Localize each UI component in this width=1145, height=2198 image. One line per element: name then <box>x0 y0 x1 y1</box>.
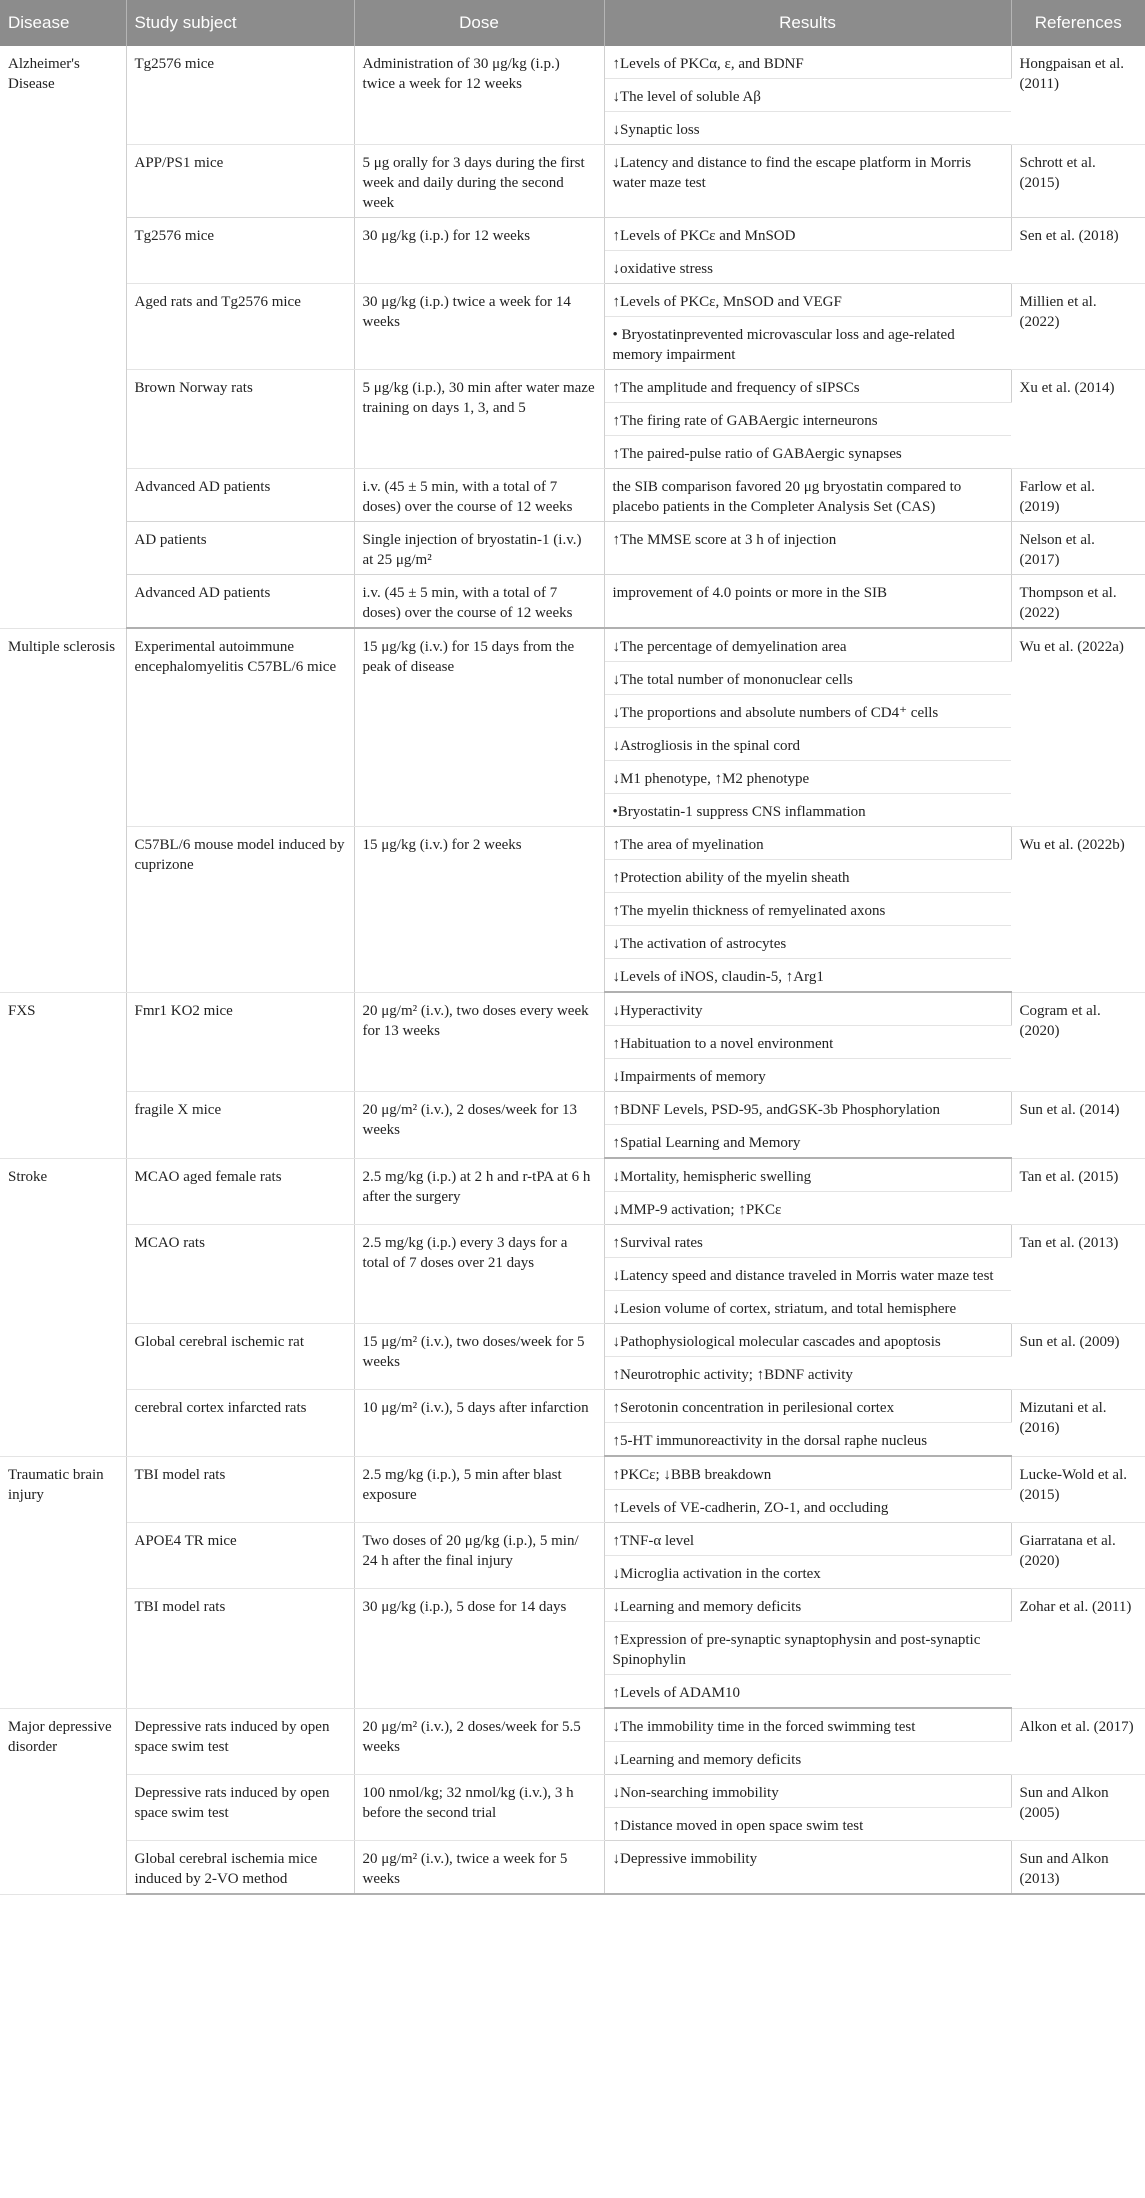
disease-cell: Multiple sclerosis <box>0 628 126 992</box>
dose-cell: 2.5 mg/kg (i.p.) every 3 days for a total of 7 doses over 21 days <box>354 1225 604 1324</box>
study-subject-cell: MCAO aged female rats <box>126 1158 354 1225</box>
table-row <box>0 145 1145 218</box>
result-cell: ↑The area of myelination <box>604 827 1011 860</box>
dose-cell: 15 μg/kg (i.v.) for 2 weeks <box>354 827 604 993</box>
result-cell: ↑The paired-pulse ratio of GABAergic synapses <box>604 436 1011 469</box>
table-row <box>0 469 1145 522</box>
table-row <box>0 218 1145 251</box>
result-cell: ↑The firing rate of GABAergic interneurons <box>604 403 1011 436</box>
table-header <box>0 0 1145 46</box>
result-cell: ↑Levels of ADAM10 <box>604 1675 1011 1709</box>
reference-cell: Alkon et al. (2017) <box>1011 1708 1145 1775</box>
study-subject-cell: MCAO rats <box>126 1225 354 1324</box>
reference-cell: Mizutani et al. (2016) <box>1011 1390 1145 1457</box>
disease-cell: Major depressive disorder <box>0 1708 126 1894</box>
result-cell: ↑The amplitude and frequency of sIPSCs <box>604 370 1011 403</box>
table-row <box>0 628 1145 662</box>
study-subject-cell: AD patients <box>126 522 354 575</box>
table-row <box>0 1324 1145 1357</box>
dose-cell: 100 nmol/kg; 32 nmol/kg (i.v.), 3 h before the second trial <box>354 1775 604 1841</box>
disease-cell: FXS <box>0 992 126 1158</box>
result-cell: ↓The total number of mononuclear cells <box>604 662 1011 695</box>
study-subject-cell: Experimental autoimmune encephalomyelitis C57BL/6 mice <box>126 628 354 827</box>
result-cell: ↓Latency speed and distance traveled in Morris water maze test <box>604 1258 1011 1291</box>
result-cell: ↓M1 phenotype, ↑M2 phenotype <box>604 761 1011 794</box>
study-subject-cell: Advanced AD patients <box>126 575 354 629</box>
disease-cell: Alzheimer's Disease <box>0 46 126 628</box>
reference-cell: Schrott et al. (2015) <box>1011 145 1145 218</box>
reference-cell: Millien et al. (2022) <box>1011 284 1145 370</box>
result-cell: ↓Latency and distance to find the escape platform in Morris water maze test <box>604 145 1011 218</box>
result-cell: the SIB comparison favored 20 μg bryostatin compared to placebo patients in the Completer Analysis Set (CAS) <box>604 469 1011 522</box>
result-cell: ↓MMP-9 activation; ↑PKCε <box>604 1192 1011 1225</box>
result-cell: ↑Protection ability of the myelin sheath <box>604 860 1011 893</box>
table-row <box>0 370 1145 403</box>
table-row <box>0 46 1145 79</box>
result-cell: ↓Learning and memory deficits <box>604 1742 1011 1775</box>
table-row <box>0 1456 1145 1490</box>
table-row <box>0 1225 1145 1258</box>
dose-cell: 30 μg/kg (i.p.) for 12 weeks <box>354 218 604 284</box>
study-subject-cell: TBI model rats <box>126 1456 354 1523</box>
result-cell: ↓Hyperactivity <box>604 992 1011 1026</box>
dose-cell: 5 μg/kg (i.p.), 30 min after water maze training on days 1, 3, and 5 <box>354 370 604 469</box>
dose-cell: 20 μg/m² (i.v.), 2 doses/week for 13 weeks <box>354 1092 604 1159</box>
result-cell: ↑Levels of VE-cadherin, ZO-1, and occluding <box>604 1490 1011 1523</box>
study-subject-cell: Tg2576 mice <box>126 218 354 284</box>
result-cell: ↓The activation of astrocytes <box>604 926 1011 959</box>
table-row <box>0 1589 1145 1622</box>
reference-cell: Sun et al. (2014) <box>1011 1092 1145 1159</box>
reference-cell: Thompson et al. (2022) <box>1011 575 1145 629</box>
result-cell: ↑Habituation to a novel environment <box>604 1026 1011 1059</box>
result-cell: ↑Serotonin concentration in perilesional cortex <box>604 1390 1011 1423</box>
table-row <box>0 284 1145 317</box>
reference-cell: Sun et al. (2009) <box>1011 1324 1145 1390</box>
study-subject-cell: Global cerebral ischemic rat <box>126 1324 354 1390</box>
result-cell: ↑The myelin thickness of remyelinated axons <box>604 893 1011 926</box>
result-cell: ↑Expression of pre-synaptic synaptophysin and post-synaptic Spinophylin <box>604 1622 1011 1675</box>
table-row <box>0 1523 1145 1556</box>
reference-cell: Lucke-Wold et al. (2015) <box>1011 1456 1145 1523</box>
study-subject-cell: Advanced AD patients <box>126 469 354 522</box>
result-cell: ↓Depressive immobility <box>604 1841 1011 1895</box>
reference-cell: Tan et al. (2013) <box>1011 1225 1145 1324</box>
study-subject-cell: fragile X mice <box>126 1092 354 1159</box>
table-row <box>0 1158 1145 1192</box>
result-cell: ↓Lesion volume of cortex, striatum, and total hemisphere <box>604 1291 1011 1324</box>
result-cell: ↓Levels of iNOS, claudin-5, ↑Arg1 <box>604 959 1011 993</box>
table-row <box>0 575 1145 629</box>
dose-cell: Single injection of bryostatin-1 (i.v.) at 25 μg/m² <box>354 522 604 575</box>
dose-cell: 5 μg orally for 3 days during the first week and daily during the second week <box>354 145 604 218</box>
dose-cell: 15 μg/kg (i.v.) for 15 days from the peak of disease <box>354 628 604 827</box>
table-body <box>0 46 1145 1894</box>
disease-cell: Traumatic brain injury <box>0 1456 126 1708</box>
result-cell: • Bryostatinprevented microvascular loss and age-related memory impairment <box>604 317 1011 370</box>
result-cell: •Bryostatin-1 suppress CNS inflammation <box>604 794 1011 827</box>
study-subject-cell: Fmr1 KO2 mice <box>126 992 354 1092</box>
result-cell: ↑5-HT immunoreactivity in the dorsal raphe nucleus <box>604 1423 1011 1457</box>
result-cell: ↓oxidative stress <box>604 251 1011 284</box>
result-cell: ↑The MMSE score at 3 h of injection <box>604 522 1011 575</box>
table-row <box>0 827 1145 860</box>
disease-cell: Stroke <box>0 1158 126 1456</box>
study-subject-cell: APOE4 TR mice <box>126 1523 354 1589</box>
result-cell: ↓The level of soluble Aβ <box>604 79 1011 112</box>
reference-cell: Sun and Alkon (2005) <box>1011 1775 1145 1841</box>
reference-cell: Giarratana et al. (2020) <box>1011 1523 1145 1589</box>
dose-cell: Administration of 30 μg/kg (i.p.) twice a week for 12 weeks <box>354 46 604 145</box>
result-cell: ↓Synaptic loss <box>604 112 1011 145</box>
dose-cell: i.v. (45 ± 5 min, with a total of 7 doses) over the course of 12 weeks <box>354 575 604 629</box>
study-subject-cell: Depressive rats induced by open space swim test <box>126 1775 354 1841</box>
study-subject-cell: Global cerebral ischemia mice induced by 2-VO method <box>126 1841 354 1895</box>
study-subject-cell: Tg2576 mice <box>126 46 354 145</box>
table-row <box>0 1092 1145 1125</box>
result-cell: improvement of 4.0 points or more in the SIB <box>604 575 1011 629</box>
dose-cell: 20 μg/m² (i.v.), two doses every week for 13 weeks <box>354 992 604 1092</box>
reference-cell: Sen et al. (2018) <box>1011 218 1145 284</box>
reference-cell: Farlow et al. (2019) <box>1011 469 1145 522</box>
study-subject-cell: C57BL/6 mouse model induced by cuprizone <box>126 827 354 993</box>
reference-cell: Sun and Alkon (2013) <box>1011 1841 1145 1895</box>
study-subject-cell: cerebral cortex infarcted rats <box>126 1390 354 1457</box>
result-cell: ↑Survival rates <box>604 1225 1011 1258</box>
reference-cell: Nelson et al. (2017) <box>1011 522 1145 575</box>
dose-cell: 2.5 mg/kg (i.p.) at 2 h and r-tPA at 6 h after the surgery <box>354 1158 604 1225</box>
dose-cell: 30 μg/kg (i.p.), 5 dose for 14 days <box>354 1589 604 1709</box>
dose-cell: 20 μg/m² (i.v.), twice a week for 5 weeks <box>354 1841 604 1895</box>
study-subject-cell: Brown Norway rats <box>126 370 354 469</box>
result-cell: ↓Pathophysiological molecular cascades and apoptosis <box>604 1324 1011 1357</box>
reference-cell: Zohar et al. (2011) <box>1011 1589 1145 1709</box>
result-cell: ↑Levels of PKCε, MnSOD and VEGF <box>604 284 1011 317</box>
reference-cell: Xu et al. (2014) <box>1011 370 1145 469</box>
result-cell: ↓Mortality, hemispheric swelling <box>604 1158 1011 1192</box>
study-subject-cell: Depressive rats induced by open space swim test <box>126 1708 354 1775</box>
result-cell: ↓Impairments of memory <box>604 1059 1011 1092</box>
header-references: References <box>1011 0 1145 46</box>
result-cell: ↑Spatial Learning and Memory <box>604 1125 1011 1159</box>
result-cell: ↓The immobility time in the forced swimming test <box>604 1708 1011 1742</box>
result-cell: ↑TNF-α level <box>604 1523 1011 1556</box>
result-cell: ↓Astrogliosis in the spinal cord <box>604 728 1011 761</box>
header-results: Results <box>604 0 1011 46</box>
table-row <box>0 1775 1145 1808</box>
result-cell: ↑Levels of PKCα, ε, and BDNF <box>604 46 1011 79</box>
result-cell: ↑Neurotrophic activity; ↑BDNF activity <box>604 1357 1011 1390</box>
result-cell: ↑BDNF Levels, PSD-95, andGSK-3b Phosphorylation <box>604 1092 1011 1125</box>
result-cell: ↑Levels of PKCε and MnSOD <box>604 218 1011 251</box>
reference-cell: Tan et al. (2015) <box>1011 1158 1145 1225</box>
dose-cell: i.v. (45 ± 5 min, with a total of 7 doses) over the course of 12 weeks <box>354 469 604 522</box>
study-subject-cell: APP/PS1 mice <box>126 145 354 218</box>
study-subject-cell: Aged rats and Tg2576 mice <box>126 284 354 370</box>
header-dose: Dose <box>354 0 604 46</box>
header-study-subject: Study subject <box>126 0 354 46</box>
dose-cell: 15 μg/m² (i.v.), two doses/week for 5 weeks <box>354 1324 604 1390</box>
result-cell: ↓Non-searching immobility <box>604 1775 1011 1808</box>
table-row <box>0 992 1145 1026</box>
study-subject-cell: TBI model rats <box>126 1589 354 1709</box>
reference-cell: Wu et al. (2022a) <box>1011 628 1145 827</box>
table-row <box>0 1708 1145 1742</box>
result-cell: ↑Distance moved in open space swim test <box>604 1808 1011 1841</box>
dose-cell: Two doses of 20 μg/kg (i.p.), 5 min/ 24 h after the final injury <box>354 1523 604 1589</box>
table-row <box>0 522 1145 575</box>
result-cell: ↑PKCε; ↓BBB breakdown <box>604 1456 1011 1490</box>
result-cell: ↓The percentage of demyelination area <box>604 628 1011 662</box>
result-cell: ↓Microglia activation in the cortex <box>604 1556 1011 1589</box>
table-row <box>0 1390 1145 1423</box>
dose-cell: 2.5 mg/kg (i.p.), 5 min after blast exposure <box>354 1456 604 1523</box>
reference-cell: Wu et al. (2022b) <box>1011 827 1145 993</box>
table-row <box>0 1841 1145 1895</box>
result-cell: ↓The proportions and absolute numbers of CD4⁺ cells <box>604 695 1011 728</box>
dose-cell: 20 μg/m² (i.v.), 2 doses/week for 5.5 weeks <box>354 1708 604 1775</box>
dose-cell: 10 μg/m² (i.v.), 5 days after infarction <box>354 1390 604 1457</box>
reference-cell: Hongpaisan et al. (2011) <box>1011 46 1145 145</box>
dose-cell: 30 μg/kg (i.p.) twice a week for 14 weeks <box>354 284 604 370</box>
reference-cell: Cogram et al. (2020) <box>1011 992 1145 1092</box>
result-cell: ↓Learning and memory deficits <box>604 1589 1011 1622</box>
header-disease: Disease <box>0 0 126 46</box>
